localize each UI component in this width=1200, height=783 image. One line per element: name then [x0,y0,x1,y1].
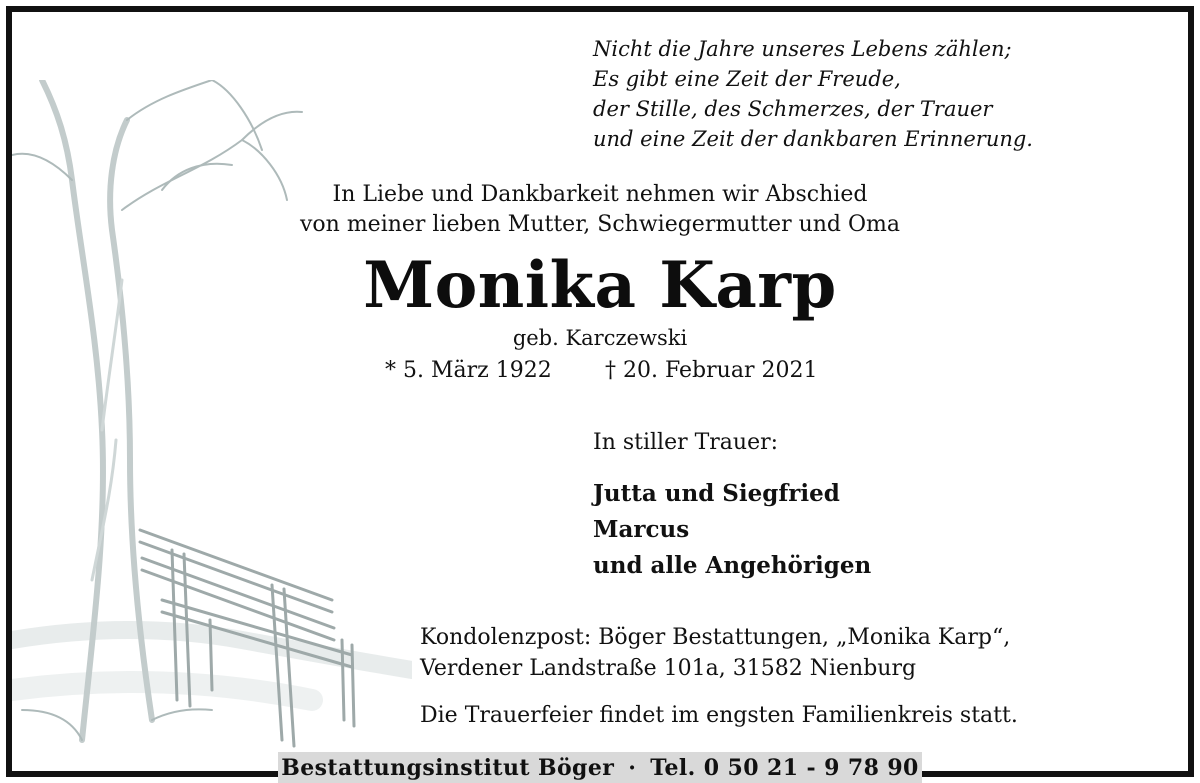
quote-line: Nicht die Jahre unseres Lebens zählen; [593,37,1012,61]
mourner-name: Jutta und Siegfried [593,480,840,507]
intro-line: In Liebe und Dankbarkeit nehmen wir Abschied [332,182,868,207]
intro-line: von meiner lieben Mutter, Schwiegermutter und Oma [299,212,901,237]
funeral-home-phone: Tel. 0 50 21 - 9 78 90 [650,754,919,781]
memorial-quote [593,34,1153,154]
condolence-line: Verdener Landstraße 101a, 31582 Nienburg [420,656,917,681]
quote-line: Es gibt eine Zeit der Freude, [593,67,901,91]
birth-date: * 5. März 1922 [385,358,552,383]
death-date: † 20. Februar 2021 [605,358,818,383]
quote-line: der Stille, des Schmerzes, der Trauer [593,97,993,121]
birth-name: geb. Karczewski [512,326,688,350]
mourner-name: und alle Angehörigen [593,552,872,579]
mourners-list [593,476,871,584]
quote-line: und eine Zeit der dankbaren Erinnerung. [593,127,1033,151]
condolence-line: Kondolenzpost: Böger Bestattungen, „Monika Karp“, [420,625,1011,650]
funeral-home-footer [278,752,922,783]
footer-separator: · [628,754,637,781]
farewell-intro [250,180,950,240]
deceased-name: Monika Karp [363,248,837,323]
mourning-heading: In stiller Trauer: [593,430,779,455]
funeral-home-name: Bestattungsinstitut Böger [281,754,615,781]
ceremony-note: Die Trauerfeier findet im engsten Familienkreis statt. [420,703,1018,728]
mourner-name: Marcus [593,516,690,543]
condolence-address [420,622,1010,684]
